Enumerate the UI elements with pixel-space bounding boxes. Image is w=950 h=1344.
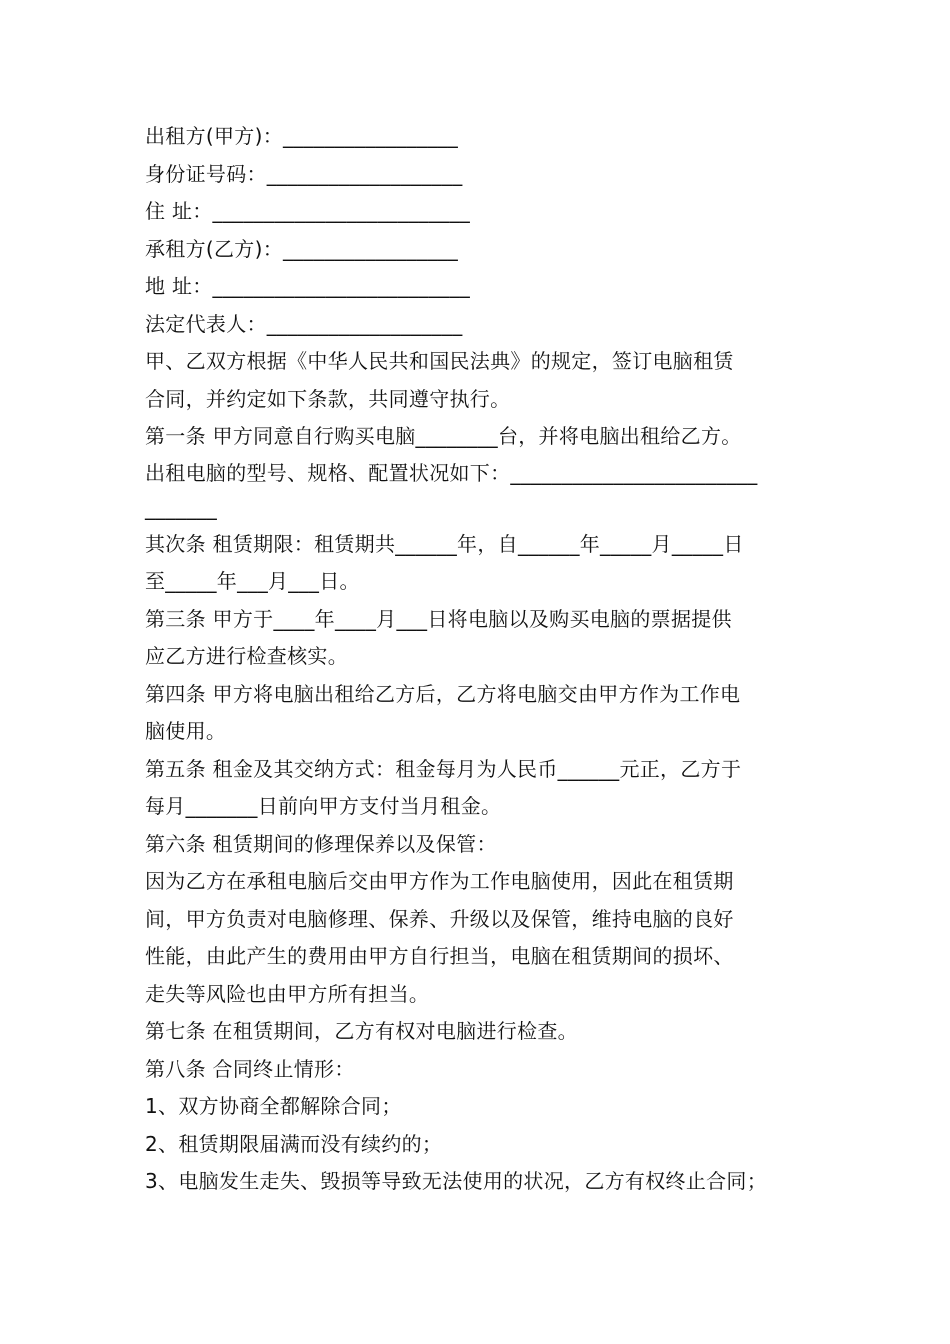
preamble-line-2: 合同，并约定如下条款，共同遵守执行。 [145,386,511,411]
article-4-line-2: 脑使用。 [145,719,227,743]
lessor-field: 出租方(甲方)：_________________ [145,124,459,148]
article-1-line-3: _______ [145,495,218,520]
preamble-line-1: 甲、乙双方根据《中华人民共和国民法典》的规定，签订电脑租赁 [145,349,734,373]
article-4-line-1: 第四条 甲方将电脑出租给乙方后，乙方将电脑交由甲方作为工作电 [145,681,741,706]
article-1-line-1: 第一条 甲方同意自行购买电脑________台，并将电脑出租给乙方。 [145,424,742,448]
id-number-field: 身份证号码：___________________ [145,161,463,186]
article-7: 第七条 在租赁期间，乙方有权对电脑进行检查。 [145,1019,578,1043]
article-6-heading: 第六条 租赁期间的修理保养以及保管： [145,831,497,856]
legal-representative-field: 法定代表人：___________________ [145,311,463,336]
contract-document [145,118,815,1201]
article-5-line-2: 每月_______日前向甲方支付当月租金。 [145,794,502,818]
article-8-item-2: 2、租赁期限届满而没有续约的； [145,1131,443,1156]
article-8-heading: 第八条 合同终止情形： [145,1056,355,1081]
article-8-item-3: 3、电脑发生走失、毁损等导致无法使用的状况，乙方有权终止合同； [145,1169,768,1193]
article-2-line-2: 至_____年___月___日。 [145,569,360,593]
lessee-field: 承租方(乙方)：_________________ [145,236,459,261]
article-2-line-1: 其次条 租赁期限：租赁期共______年，自______年_____月_____日 [145,531,744,556]
article-6-line-4: 走失等风险也由甲方所有担当。 [145,981,430,1006]
article-3-line-2: 应乙方进行检查核实。 [145,644,348,668]
lessor-address-field: 住 址：_________________________ [145,199,471,223]
article-6-line-2: 间，甲方负责对电脑修理、保养、升级以及保管，维持电脑的良好 [145,906,734,931]
article-8-item-1: 1、双方协商全都解除合同； [145,1094,402,1118]
article-1-line-2: 出租电脑的型号、规格、配置状况如下：________________________ [145,460,758,485]
article-6-line-1: 因为乙方在承租电脑后交由甲方作为工作电脑使用，因此在租赁期 [145,869,734,893]
article-5-line-1: 第五条 租金及其交纳方式：租金每月为人民币______元正，乙方于 [145,756,742,781]
lessee-address-field: 地 址：_________________________ [145,274,471,298]
article-6-line-3: 性能，由此产生的费用由甲方自行担当，电脑在租赁期间的损坏、 [145,944,734,968]
article-3-line-1: 第三条 甲方于____年____月___日将电脑以及购买电脑的票据提供 [145,606,732,631]
